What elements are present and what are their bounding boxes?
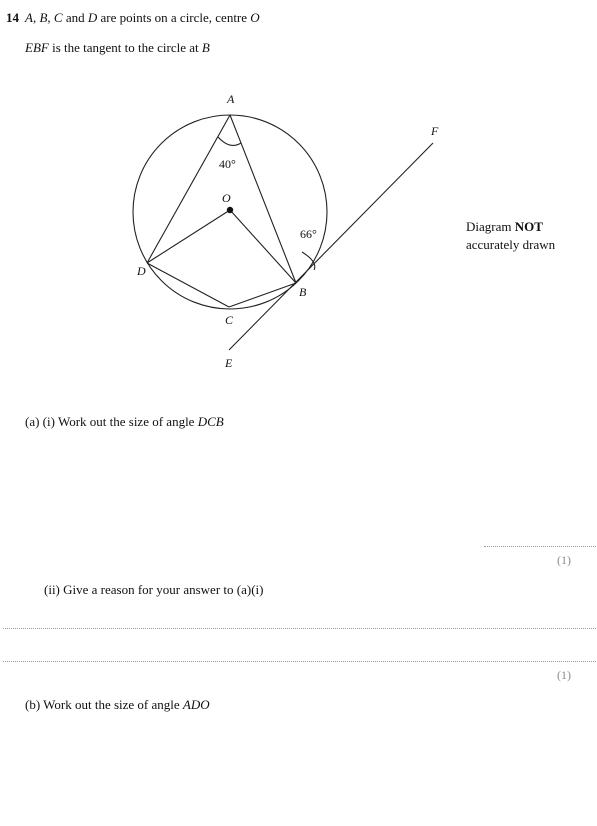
stem-sep1: ,	[32, 10, 40, 25]
label-b: B	[299, 285, 307, 299]
label-a: A	[227, 92, 235, 106]
stem-o: O	[250, 10, 260, 25]
part-a-i-prefix: (a) (i) Work out the size of angle	[25, 414, 198, 429]
tangent-line-ebf	[229, 143, 433, 350]
mark-a-i: (1)	[557, 553, 571, 567]
angle-arc-b	[302, 252, 315, 270]
note-not-word: NOT	[514, 219, 543, 234]
stem-b: B	[39, 10, 48, 25]
radius-ob	[230, 210, 296, 283]
stem-text: are points on a circle, centre	[97, 10, 251, 25]
chord-dc	[147, 263, 229, 307]
part-b-prefix: (b) Work out the size of angle	[25, 697, 183, 712]
chord-ab	[230, 115, 296, 283]
stem-a: A	[25, 10, 33, 25]
centre-point	[227, 207, 233, 213]
angle-label-a: 40°	[219, 157, 236, 171]
angle-arc-a	[218, 137, 241, 145]
diagram-note	[466, 218, 555, 254]
radius-do	[147, 210, 230, 263]
note-line-1	[466, 218, 555, 236]
stem-c: C	[53, 10, 63, 25]
label-e: E	[225, 356, 233, 370]
part-a-i-question	[25, 414, 224, 430]
tangent-b: B	[201, 40, 210, 55]
stem-and: and	[62, 10, 88, 25]
part-b-angle: ADO	[182, 697, 210, 712]
chord-ad	[147, 115, 230, 263]
question-number: 14	[6, 10, 19, 25]
part-a-i-angle: DCB	[197, 414, 224, 429]
note-line-2: accurately drawn	[466, 237, 556, 252]
answer-line-a-i[interactable]	[484, 546, 596, 547]
note-diagram-word: Diagram	[466, 219, 515, 234]
answer-line-a-ii-1[interactable]	[3, 628, 596, 629]
tangent-ebf: EBF	[25, 40, 49, 55]
mark-a-ii: (1)	[557, 668, 571, 682]
label-c: C	[225, 313, 234, 327]
part-a-ii-question: (ii) Give a reason for your answer to (a)(i)	[44, 582, 264, 597]
label-f: F	[431, 124, 439, 138]
stem-sep2: ,	[47, 10, 54, 25]
angle-label-b: 66°	[300, 227, 317, 241]
label-d: D	[137, 264, 146, 278]
tangent-text: is the tangent to the circle at	[48, 40, 202, 55]
answer-line-a-ii-2[interactable]	[3, 661, 596, 662]
stem-d: D	[87, 10, 98, 25]
label-o: O	[222, 191, 231, 205]
part-b-question	[25, 697, 210, 713]
